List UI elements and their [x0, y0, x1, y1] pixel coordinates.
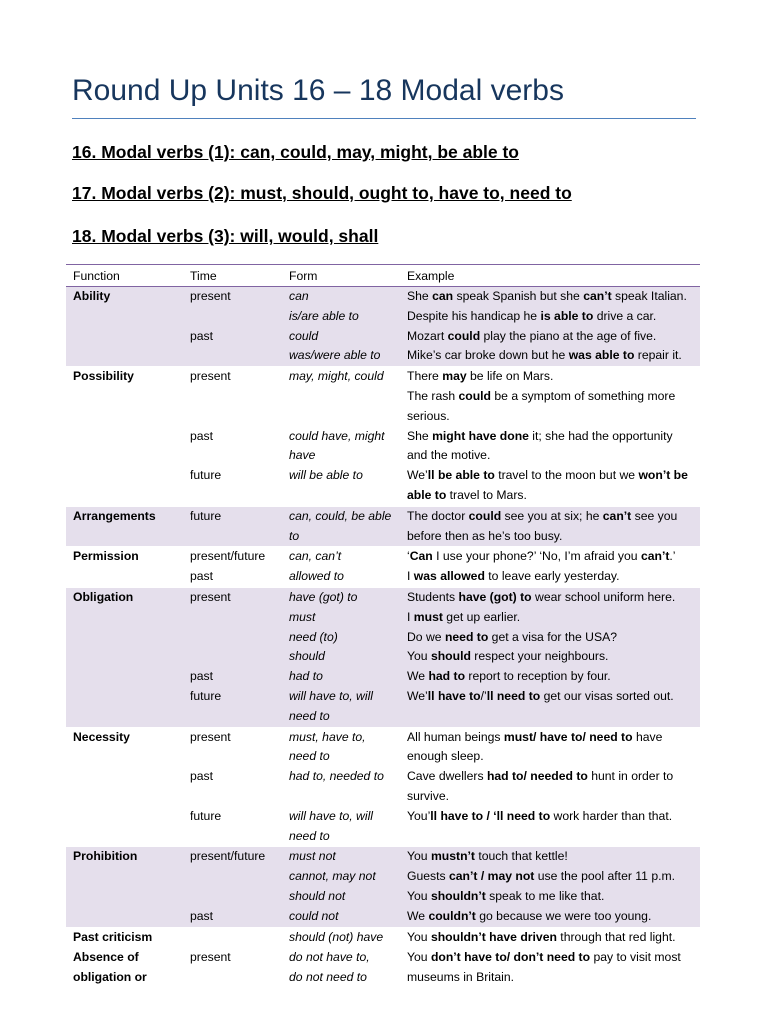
cell-example: She can speak Spanish but she can’t speak Italian. Despite his handicap he is able to drive a car. Mozart could play the piano at the age of five. Mike’s car broke down but he was able to repair it.	[400, 287, 700, 367]
cell-time	[183, 927, 282, 948]
table-row	[66, 727, 700, 847]
cell-form: can, could, be able to	[282, 506, 400, 547]
cell-example: You shouldn’t have driven through that red light.	[407, 929, 676, 944]
cell-example: ‘Can I use your phone?’ ‘No, I’m afraid you can’t.’ I was allowed to leave early yesterday.	[407, 549, 676, 584]
page-title: Round Up Units 16 – 18 Modal verbs	[72, 74, 564, 107]
cell-form: should (not) have	[289, 929, 384, 944]
cell-form: can, can’t allowed to	[289, 549, 344, 584]
cell-form: can is/are able to could was/were able to	[282, 287, 400, 367]
cell-function: Obligation	[66, 587, 183, 727]
cell-example: The doctor could see you at six; he can’t see you before then as he’s too busy.	[400, 506, 700, 547]
table-row	[66, 547, 700, 588]
cell-form: must not cannot, may not should not could not	[282, 847, 400, 927]
cell-function: Possibility	[73, 369, 134, 384]
header-example: Example	[400, 265, 700, 287]
header-time: Time	[183, 265, 282, 287]
cell-time: present/future past	[183, 847, 282, 927]
cell-time: present past	[183, 287, 282, 367]
table-row	[66, 367, 700, 507]
cell-function: Permission	[73, 549, 139, 564]
cell-time: present	[190, 950, 231, 965]
header-form: Form	[282, 265, 400, 287]
cell-form: must, have to, need to had to, needed to will have to, will need to	[289, 729, 384, 843]
cell-time: present/future past	[190, 549, 266, 584]
table-row	[66, 287, 700, 367]
cell-function: Prohibition	[66, 847, 183, 927]
cell-time: present past future	[190, 729, 231, 823]
modal-verbs-table	[66, 264, 700, 989]
cell-time: future	[183, 506, 282, 547]
table-row	[66, 948, 700, 989]
title-divider	[72, 118, 696, 119]
cell-time: present past future	[190, 369, 231, 483]
unit-17-heading: 17. Modal verbs (2): must, should, ought to, have to, need to	[72, 183, 572, 203]
table-header-row	[66, 265, 700, 287]
table-row	[66, 587, 700, 727]
unit-18-heading: 18. Modal verbs (3): will, would, shall	[72, 226, 379, 246]
table-row	[66, 506, 700, 547]
cell-example: There may be life on Mars. The rash could be a symptom of something more serious. She might have done it; she had the opportunity and the motive. We’ll be able to travel to the moon but we won’t be able to travel to Mars.	[407, 369, 688, 502]
cell-example: You don’t have to/ don’t need to pay to visit most museums in Britain.	[407, 950, 681, 985]
cell-function: Ability	[66, 287, 183, 367]
unit-16-heading: 16. Modal verbs (1): can, could, may, might, be able to	[72, 142, 519, 162]
cell-function: Arrangements	[66, 506, 183, 547]
cell-function: Past criticism	[73, 929, 153, 944]
cell-form: may, might, could could have, might have will be able to	[289, 369, 385, 483]
table-body	[66, 287, 700, 989]
cell-time: present past future	[183, 587, 282, 727]
cell-function: Absence of obligation or	[73, 950, 147, 985]
cell-example: All human beings must/ have to/ need to have enough sleep. Cave dwellers had to/ needed to hunt in order to survive. You’ll have to / ‘ll need to work harder than that.	[407, 729, 674, 823]
table-row	[66, 847, 700, 927]
header-function: Function	[66, 265, 183, 287]
table-row	[66, 927, 700, 948]
cell-function: Necessity	[73, 729, 130, 744]
cell-example: Students have (got) to wear school uniform here. I must get up earlier. Do we need to get a visa for the USA? You should respect your neighbours. We had to report to reception by four. We’ll have to/’ll need to get our visas sorted out.	[400, 587, 700, 727]
cell-form: have (got) to must need (to) should had to will have to, will need to	[282, 587, 400, 727]
cell-example: You mustn’t touch that kettle! Guests can’t / may not use the pool after 11 p.m. You shouldn’t speak to me like that. We couldn’t go because we were too young.	[400, 847, 700, 927]
cell-form: do not have to, do not need to	[289, 950, 370, 985]
